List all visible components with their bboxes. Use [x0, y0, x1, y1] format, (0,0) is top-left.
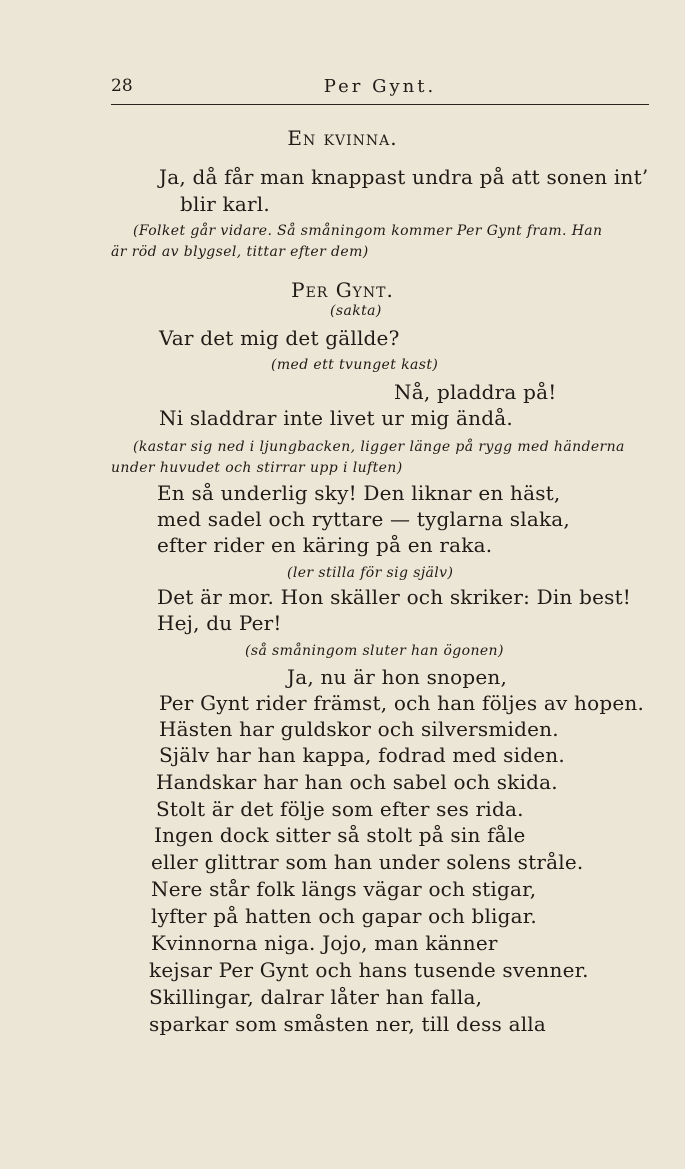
running-header	[111, 76, 649, 105]
verse-line: med sadel och ryttare — tyglarna slaka,	[157, 507, 570, 531]
speaker-per-gynt: Per Gynt.	[291, 278, 394, 302]
speaker-en-kvinna: En kvinna.	[287, 126, 398, 150]
running-title: Per Gynt.	[323, 76, 437, 97]
verse-line: kejsar Per Gynt och hans tusende svenner.	[149, 958, 589, 982]
stage-direction: (med ett tvunget kast)	[271, 357, 439, 373]
verse-line: Själv har han kappa, fodrad med siden.	[159, 743, 565, 767]
verse-line: Var det mig det gällde?	[159, 326, 400, 350]
verse-line: Nå, pladdra på!	[394, 380, 557, 404]
stage-direction: under huvudet och stirrar upp i luften)	[111, 460, 403, 476]
stage-direction: (ler stilla för sig själv)	[287, 565, 454, 581]
verse-line: Handskar har han och sabel och skida.	[156, 770, 558, 794]
verse-line: Ni sladdrar inte livet ur mig ändå.	[159, 406, 513, 430]
verse-line: sparkar som småsten ner, till dess alla	[149, 1012, 547, 1036]
verse-line: eller glittrar som han under solens stråle.	[151, 850, 584, 874]
verse-line: Det är mor. Hon skäller och skriker: Din best!	[157, 585, 632, 609]
stage-direction: är röd av blygsel, tittar efter dem)	[111, 244, 369, 260]
stage-direction: (så småningom sluter han ögonen)	[245, 643, 504, 659]
verse-line: Ja, nu är hon snopen,	[287, 665, 508, 689]
verse-line: En så underlig sky! Den liknar en häst,	[157, 481, 561, 505]
verse-line: Ingen dock sitter så stolt på sin fåle	[154, 823, 526, 847]
verse-line: Hästen har guldskor och silversmiden.	[159, 717, 559, 741]
verse-line: Skillingar, dalrar låter han falla,	[149, 985, 483, 1009]
stage-direction: (sakta)	[330, 303, 382, 319]
verse-line: Kvinnorna niga. Jojo, man känner	[151, 931, 498, 955]
verse-line: Nere står folk längs vägar och stigar,	[151, 877, 537, 901]
page-number: 28	[111, 76, 133, 96]
verse-line: Ja, då får man knappast undra på att sonen int’	[159, 165, 649, 189]
verse-line: Per Gynt rider främst, och han följes av hopen.	[159, 691, 645, 715]
verse-line: efter rider en käring på en raka.	[157, 533, 493, 557]
verse-line: Hej, du Per!	[157, 611, 282, 635]
stage-direction: (kastar sig ned i ljungbacken, ligger länge på rygg med händerna	[133, 439, 625, 455]
verse-line: lyfter på hatten och gapar och bligar.	[151, 904, 537, 928]
verse-line: blir karl.	[180, 192, 270, 216]
verse-line: Stolt är det följe som efter ses rida.	[156, 797, 524, 821]
stage-direction: (Folket går vidare. Så småningom kommer Per Gynt fram. Han	[133, 223, 603, 239]
